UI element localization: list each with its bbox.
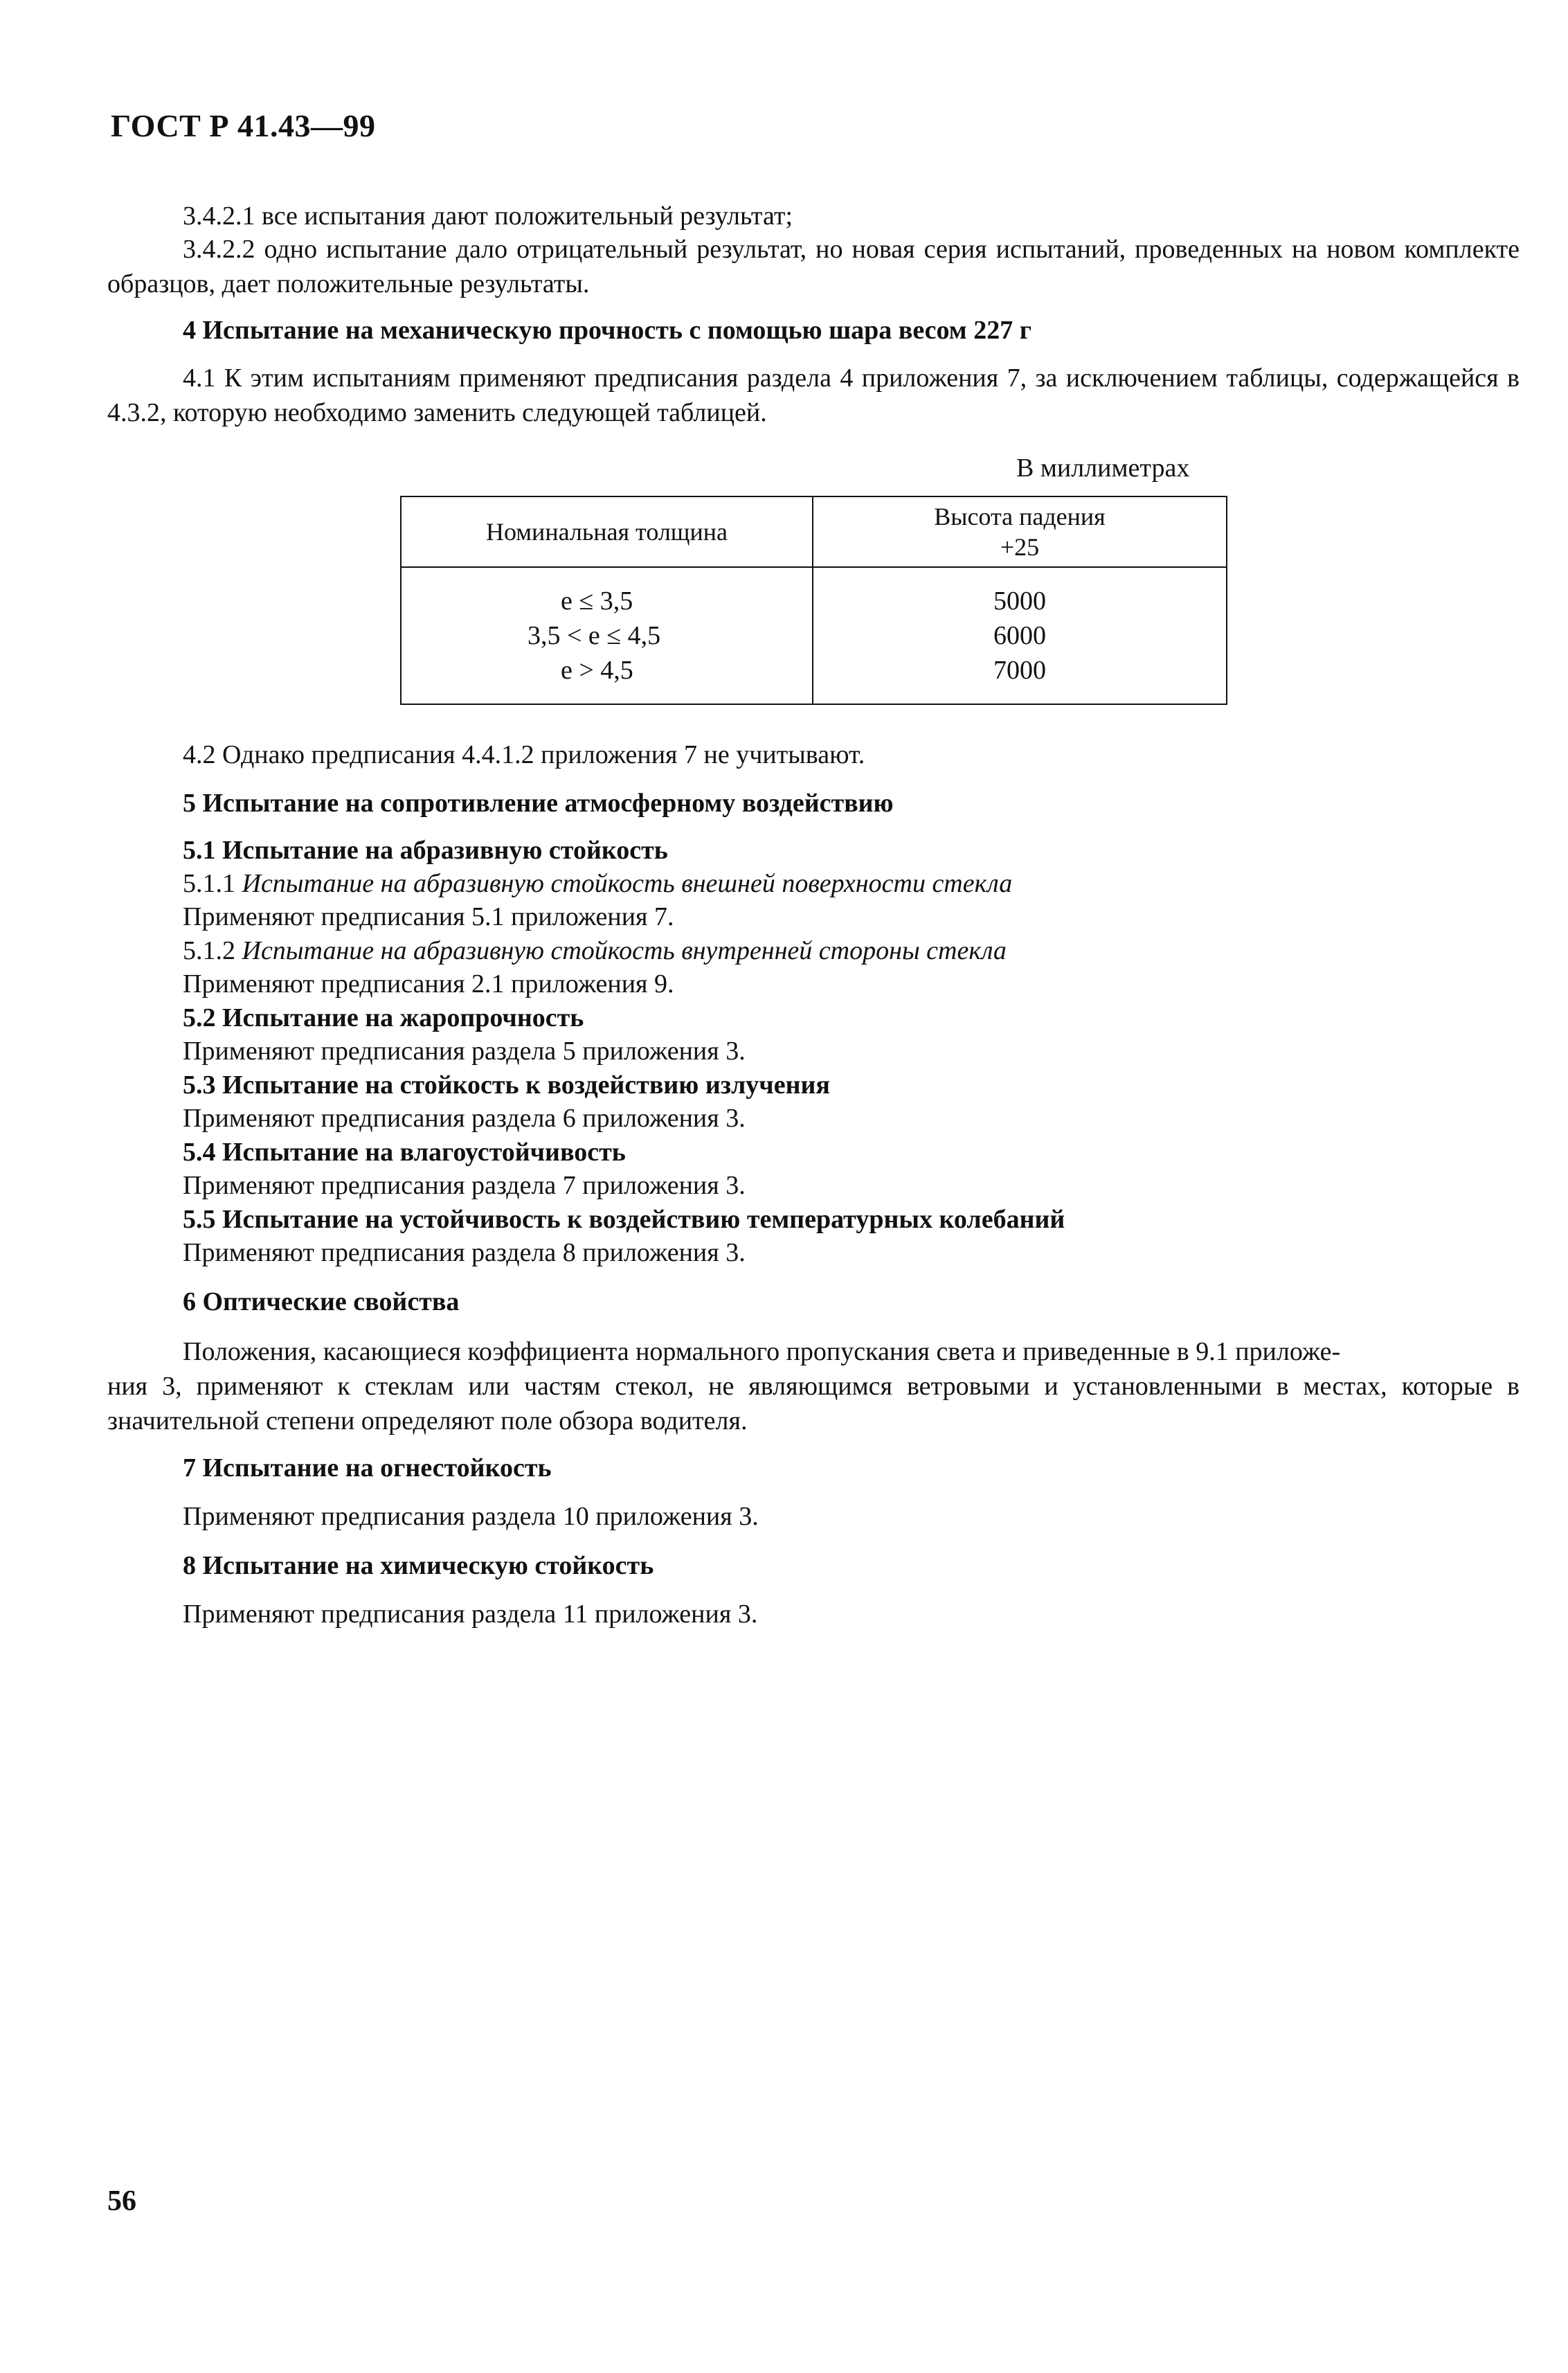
section-7-text: Применяют предписания раздела 10 приложения 3. [183,1502,759,1531]
subsection-5-1-2-text: Применяют предписания 2.1 приложения 9. [183,969,674,999]
subsection-5-3-text: Применяют предписания раздела 6 приложения 3. [183,1104,746,1133]
subsection-5-1-1-number: 5.1.1 [183,869,242,898]
subsection-5-2-title: 5.2 Испытание на жаропрочность [183,1003,584,1032]
header-drop-height [813,496,1227,567]
subsection-5-1-1-title: Испытание на абразивную стойкость внешней поверхности стекла [242,869,1013,898]
height-cell [813,567,1227,704]
thickness-value: e ≤ 3,5 [561,586,633,616]
section-8-text: Применяют предписания раздела 11 приложения 3. [183,1600,758,1629]
thickness-value: e > 4,5 [561,656,633,685]
height-value: 5000 [993,586,1046,616]
document-code-header: ГОСТ Р 41.43—99 [111,108,376,143]
subsection-5-2-text: Применяют предписания раздела 5 приложения 3. [183,1037,746,1066]
paragraph-4-1: 4.1 К этим испытаниям применяют предписания раздела 4 приложения 7, за исключением таблицы, содержащейся в 4.3.2, которую необходимо заменить следующей таблицей. [107,364,1520,427]
subsection-5-4-title: 5.4 Испытание на влагоустойчивость [183,1138,626,1167]
header-nominal-thickness: Номинальная толщина [401,496,813,567]
section-4-title: 4 Испытание на механическую прочность с помощью шара весом 227 г [183,316,1031,345]
section-6-title: 6 Оптические свойства [183,1287,460,1316]
height-value: 6000 [993,621,1046,650]
subsection-5-4-text: Применяют предписания раздела 7 приложения 3. [183,1171,746,1200]
table-body-row [401,567,1227,704]
section-6-text-rest: ния 3, применяют к стеклам или частям стекол, не являющимся ветровыми и установленными в местах, которые в значительной степени определяют поле обзора водителя. [107,1372,1520,1435]
subsection-5-1-title: 5.1 Испытание на абразивную стойкость [183,836,668,865]
table-unit-label: В миллиметрах [1016,454,1190,483]
thickness-value: 3,5 < e ≤ 4,5 [528,621,661,650]
height-value: 7000 [993,656,1046,685]
section-7-title: 7 Испытание на огнестойкость [183,1453,552,1483]
subsection-5-1-2-number: 5.1.2 [183,936,242,965]
paragraph-4-2: 4.2 Однако предписания 4.4.1.2 приложения 7 не учитывают. [183,740,865,769]
header-drop-height-line1: Высота падения [934,503,1106,530]
subsection-5-5-title: 5.5 Испытание на устойчивость к воздействию температурных колебаний [183,1205,1065,1234]
paragraph-3-4-2-2: 3.4.2.2 одно испытание дало отрицательный результат, но новая серия испытаний, проведенных на новом комплекте образцов, дает положительные результаты. [107,235,1520,298]
subsection-5-1-1-text: Применяют предписания 5.1 приложения 7. [183,902,674,931]
drop-height-table [400,496,1227,705]
subsection-5-1-2 [183,933,1007,968]
page-number: 56 [107,2185,136,2217]
thickness-cell [401,567,813,704]
paragraph-3-4-2-1: 3.4.2.1 все испытания дают положительный результат; [183,202,793,231]
subsection-5-5-text: Применяют предписания раздела 8 приложения 3. [183,1238,746,1267]
section-5-title: 5 Испытание на сопротивление атмосферному воздействию [183,789,894,818]
section-6-text-first-line: Положения, касающиеся коэффициента нормального пропускания света и приведенные в 9.1 приложе- [183,1337,1341,1366]
header-drop-height-tolerance: +25 [1000,533,1040,561]
table-header-row [401,496,1227,567]
section-8-title: 8 Испытание на химическую стойкость [183,1551,654,1580]
section-6-text [107,1334,1520,1438]
subsection-5-3-title: 5.3 Испытание на стойкость к воздействию излучения [183,1071,830,1100]
subsection-5-1-2-title: Испытание на абразивную стойкость внутренней стороны стекла [242,936,1007,965]
subsection-5-1-1 [183,866,1012,901]
